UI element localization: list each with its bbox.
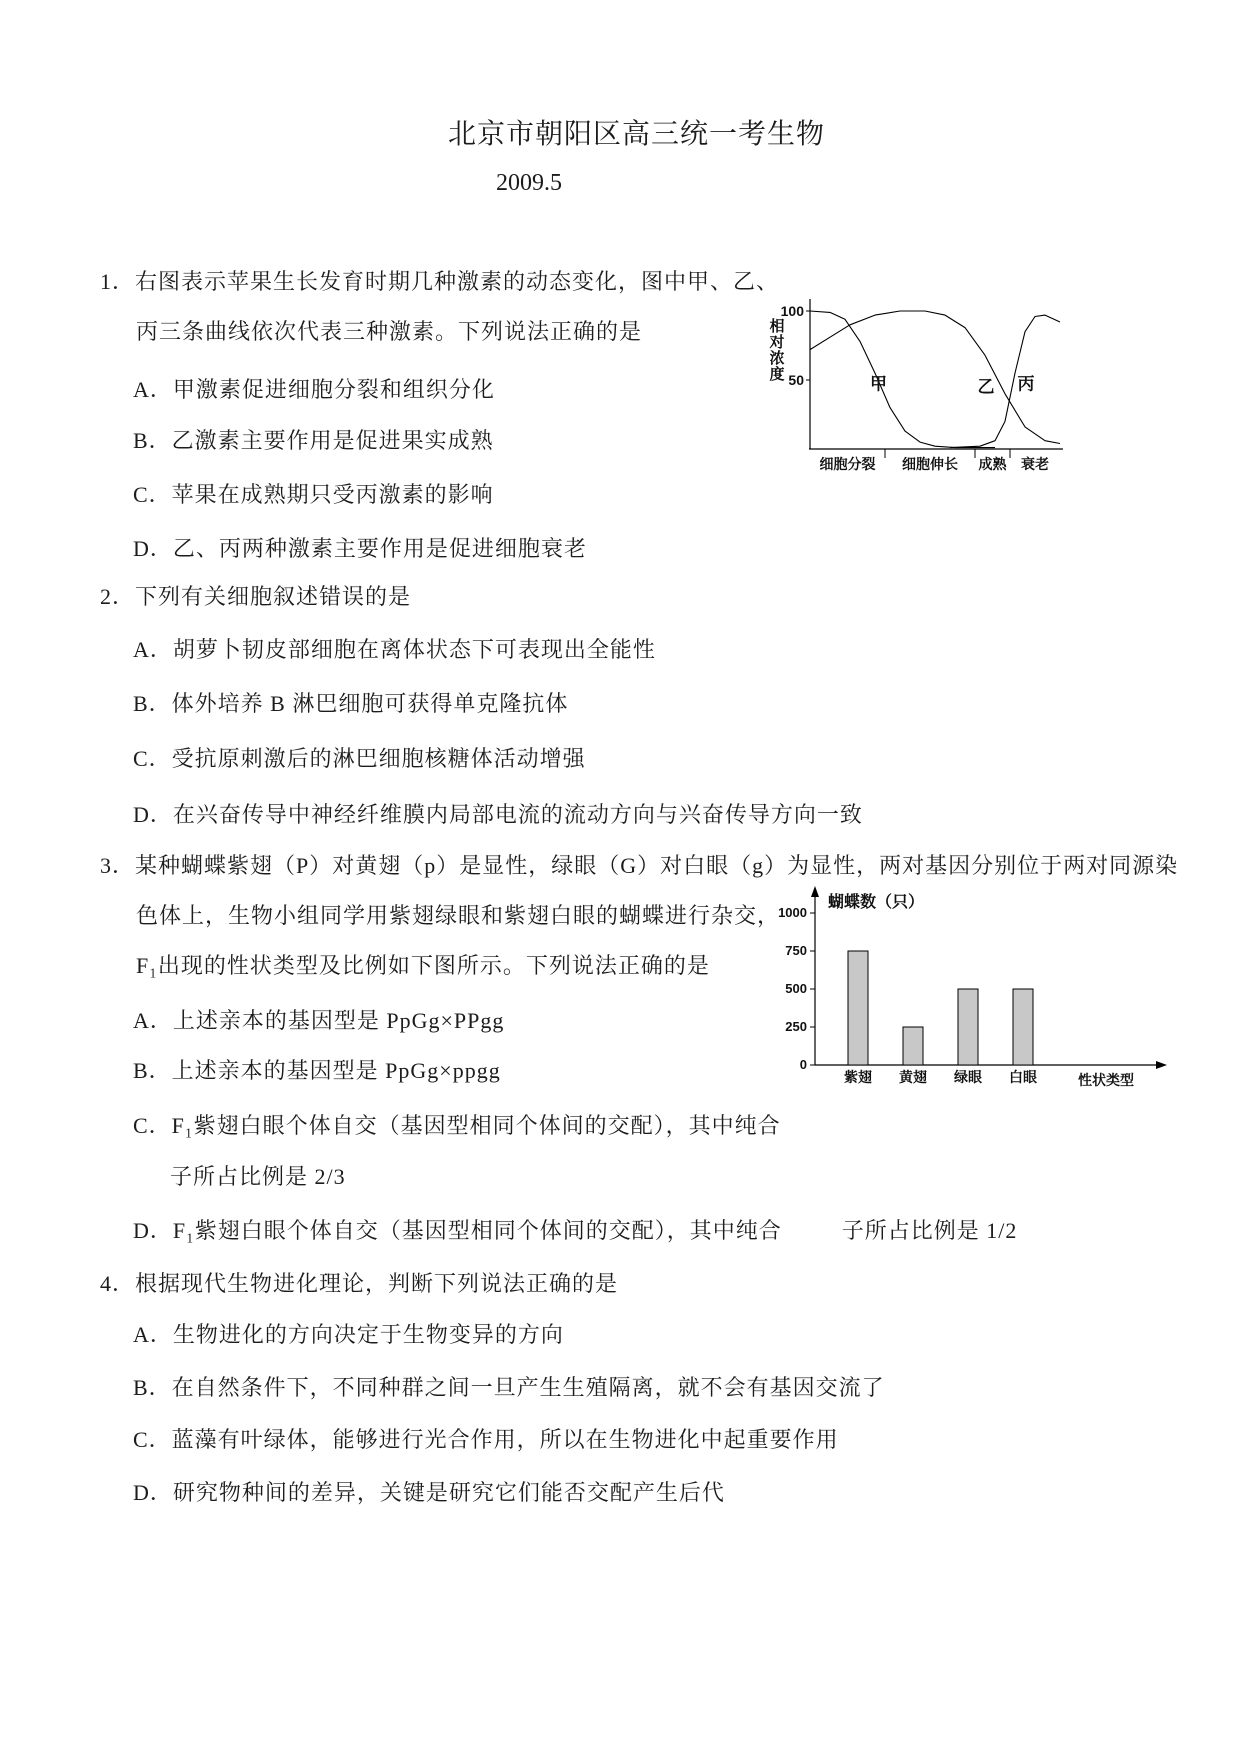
question-4-option-d: D．研究物种间的差异，关键是研究它们能否交配产生后代 xyxy=(133,1480,725,1505)
category-label-绿眼: 绿眼 xyxy=(954,1069,982,1085)
stage-label-衰老: 衰老 xyxy=(1021,456,1049,472)
question-3-stem-line-1: 3．某种蝴蝶紫翅（P）对黄翅（p）是显性，绿眼（G）对白眼（g）为显性，两对基因分别位于两对同源染 xyxy=(100,853,1179,878)
question-2-stem: 2．下列有关细胞叙述错误的是 xyxy=(100,584,412,609)
question-3-option-b: B．上述亲本的基因型是 PpGg×ppgg xyxy=(133,1058,501,1083)
question-1-option-d: D．乙、丙两种激素主要作用是促进细胞衰老 xyxy=(133,536,587,561)
butterfly-bar-chart-figure xyxy=(775,885,1195,1095)
y-tick-label: 50 xyxy=(788,372,804,388)
stage-label-细胞伸长: 细胞伸长 xyxy=(902,456,958,472)
curve-label-丙: 丙 xyxy=(1017,374,1035,394)
question-3-option-c-line-1: C．F₁紫翅白眼个体自交（基因型相同个体间的交配），其中纯合 xyxy=(133,1113,781,1138)
stage-label-成熟: 成熟 xyxy=(978,456,1007,472)
question-3-option-d-part-1: D．F₁紫翅白眼个体自交（基因型相同个体间的交配），其中纯合 xyxy=(133,1218,782,1243)
x-axis-arrow xyxy=(1156,1061,1167,1069)
y-axis-label-char: 度 xyxy=(769,366,785,383)
y-tick-label: 100 xyxy=(780,303,804,319)
y-axis-label-char: 对 xyxy=(769,334,785,351)
x-axis-label: 性状类型 xyxy=(1078,1072,1134,1088)
y-axis-label-char: 相 xyxy=(769,318,785,335)
y-axis-arrow xyxy=(811,886,819,897)
bar-黄翅 xyxy=(903,1027,923,1065)
category-label-紫翅: 紫翅 xyxy=(844,1069,872,1085)
question-1-option-a: A．甲激素促进细胞分裂和组织分化 xyxy=(133,377,495,402)
y-tick-label: 500 xyxy=(785,981,807,996)
question-2-option-b: B．体外培养 B 淋巴细胞可获得单克隆抗体 xyxy=(133,691,569,716)
exam-date: 2009.5 xyxy=(496,170,562,196)
y-tick-label: 750 xyxy=(785,943,807,958)
question-4-option-c: C．蓝藻有叶绿体，能够进行光合作用，所以在生物进化中起重要作用 xyxy=(133,1427,839,1452)
curve-label-甲: 甲 xyxy=(870,374,887,394)
bar-白眼 xyxy=(1013,989,1033,1065)
question-1-option-b: B．乙激素主要作用是促进果实成熟 xyxy=(133,428,494,453)
question-3-option-d xyxy=(133,1217,1017,1245)
hormone-line-chart-figure xyxy=(763,293,1073,478)
question-3-stem-line-2: 色体上，生物小组同学用紫翅绿眼和紫翅白眼的蝴蝶进行杂交， xyxy=(136,903,781,928)
y-tick-label: 250 xyxy=(785,1019,807,1034)
y-axis-label-char: 浓 xyxy=(769,350,785,367)
bar-紫翅 xyxy=(848,951,868,1065)
question-3-option-d-part-2: 子所占比例是 1/2 xyxy=(841,1218,1018,1243)
question-1-stem-line-2: 丙三条曲线依次代表三种激素。下列说法正确的是 xyxy=(136,319,643,344)
y-tick-label: 1000 xyxy=(778,905,807,920)
bar-chart-title: 蝴蝶数（只） xyxy=(828,894,925,911)
question-2-option-d: D．在兴奋传导中神经纤维膜内局部电流的流动方向与兴奋传导方向一致 xyxy=(133,802,863,827)
question-1-option-c: C．苹果在成熟期只受丙激素的影响 xyxy=(133,482,494,507)
bar-绿眼 xyxy=(958,989,978,1065)
question-4-stem: 4．根据现代生物进化理论，判断下列说法正确的是 xyxy=(100,1271,619,1296)
y-tick-label: 0 xyxy=(799,1057,807,1072)
question-1-stem-line-1: 1．右图表示苹果生长发育时期几种激素的动态变化，图中甲、乙、 xyxy=(100,269,780,294)
question-2-option-c: C．受抗原刺激后的淋巴细胞核糖体活动增强 xyxy=(133,746,586,771)
category-label-黄翅: 黄翅 xyxy=(899,1069,927,1085)
curve-丙 xyxy=(950,315,1060,448)
question-4-option-b: B．在自然条件下，不同种群之间一旦产生生殖隔离，就不会有基因交流了 xyxy=(133,1375,885,1400)
category-label-白眼: 白眼 xyxy=(1009,1069,1037,1085)
question-2-option-a: A．胡萝卜韧皮部细胞在离体状态下可表现出全能性 xyxy=(133,637,656,662)
question-3-option-a: A．上述亲本的基因型是 PpGg×PPgg xyxy=(133,1008,505,1033)
stage-label-细胞分裂: 细胞分裂 xyxy=(819,456,876,472)
curve-label-乙: 乙 xyxy=(977,377,995,397)
question-3-stem-line-3: F₁出现的性状类型及比例如下图所示。下列说法正确的是 xyxy=(136,953,710,978)
question-3-option-c-line-2: 子所占比例是 2/3 xyxy=(170,1164,346,1189)
question-4-option-a: A．生物进化的方向决定于生物变异的方向 xyxy=(133,1322,564,1347)
page-title: 北京市朝阳区高三统一考生物 xyxy=(448,119,826,150)
